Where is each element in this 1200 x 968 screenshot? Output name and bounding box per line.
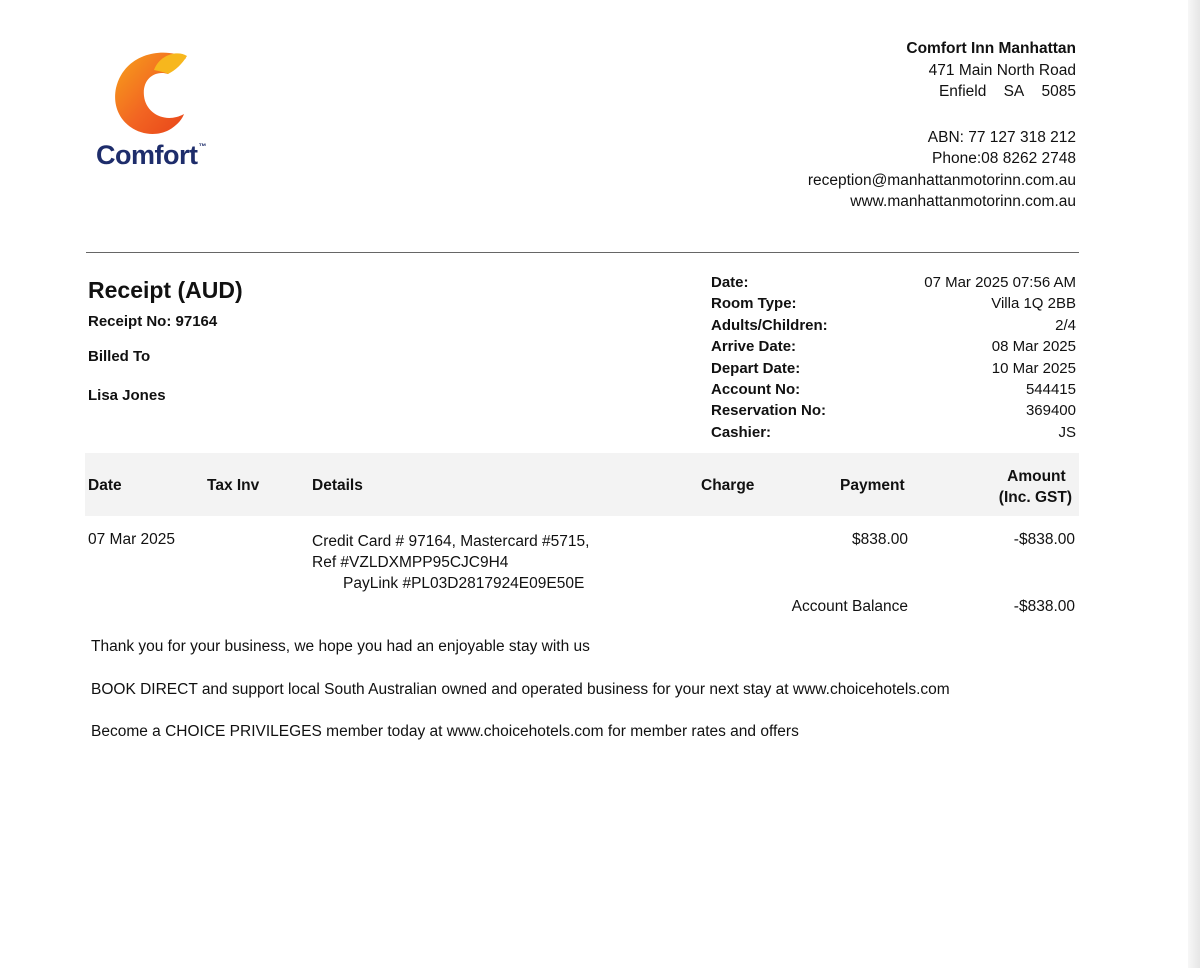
row-amount: -$838.00 <box>1013 531 1075 548</box>
hotel-details <box>808 38 1076 213</box>
receipt-number: Receipt No: 97164 <box>88 313 218 330</box>
info-row-account-no: Account No: 544415 <box>711 381 1076 399</box>
info-row-reservation-no: Reservation No: 369400 <box>711 402 1076 420</box>
account-balance-label: Account Balance <box>791 598 908 615</box>
brand-wordmark: Comfort™ <box>96 140 206 170</box>
guest-name: Lisa Jones <box>88 387 166 404</box>
receipt-title: Receipt (AUD) <box>88 277 243 303</box>
hotel-website: www.manhattanmotorinn.com.au <box>850 193 1076 210</box>
header-date: Date <box>88 477 122 494</box>
info-row-adults-children: Adults/Children: 2/4 <box>711 316 1076 334</box>
thank-you-message: Thank you for your business, we hope you had an enjoyable stay with us <box>91 638 590 655</box>
header-amount: Amount (Inc. GST) <box>998 468 1072 506</box>
hotel-abn: ABN: 77 127 318 212 <box>927 128 1076 146</box>
info-row-room-type: Room Type: Villa 1Q 2BB <box>711 295 1076 313</box>
account-balance-value: -$838.00 <box>1013 598 1075 615</box>
info-row-date: Date: 07 Mar 2025 07:56 AM <box>711 274 1076 291</box>
hotel-name: Comfort Inn Manhattan <box>906 40 1076 57</box>
book-direct-message: BOOK DIRECT and support local South Australian owned and operated business for your next stay at www.choicehotels.com <box>91 681 950 698</box>
header-tax-inv: Tax Inv <box>207 477 260 494</box>
header-details: Details <box>312 477 363 494</box>
row-details: Credit Card # 97164, Mastercard #5715, Ref #VZLDXMPP95CJC9H4 PayLink #PL03D2817924E09E50E <box>312 533 590 592</box>
row-payment: $838.00 <box>851 531 908 548</box>
booking-info <box>711 272 1076 443</box>
header-payment: Payment <box>840 477 905 494</box>
page-edge-shadow <box>1188 0 1200 968</box>
header-charge: Charge <box>701 477 755 494</box>
info-row-arrive-date: Arrive Date: 08 Mar 2025 <box>711 338 1076 356</box>
info-row-depart-date: Depart Date: 10 Mar 2025 <box>711 359 1076 377</box>
hotel-phone: Phone:08 8262 2748 <box>932 150 1076 167</box>
header-divider <box>86 252 1079 253</box>
info-row-cashier: Cashier: JS <box>711 423 1076 441</box>
row-date: 07 Mar 2025 <box>88 531 176 548</box>
hotel-address-line2: Enfield SA 5085 <box>938 83 1076 100</box>
hotel-address-line1: 471 Main North Road <box>928 61 1076 79</box>
billed-to-label: Billed To <box>88 348 151 365</box>
hotel-email: reception@manhattanmotorinn.com.au <box>807 171 1076 189</box>
choice-privileges-message: Become a CHOICE PRIVILEGES member today at www.choicehotels.com for member rates and offers <box>91 723 799 740</box>
